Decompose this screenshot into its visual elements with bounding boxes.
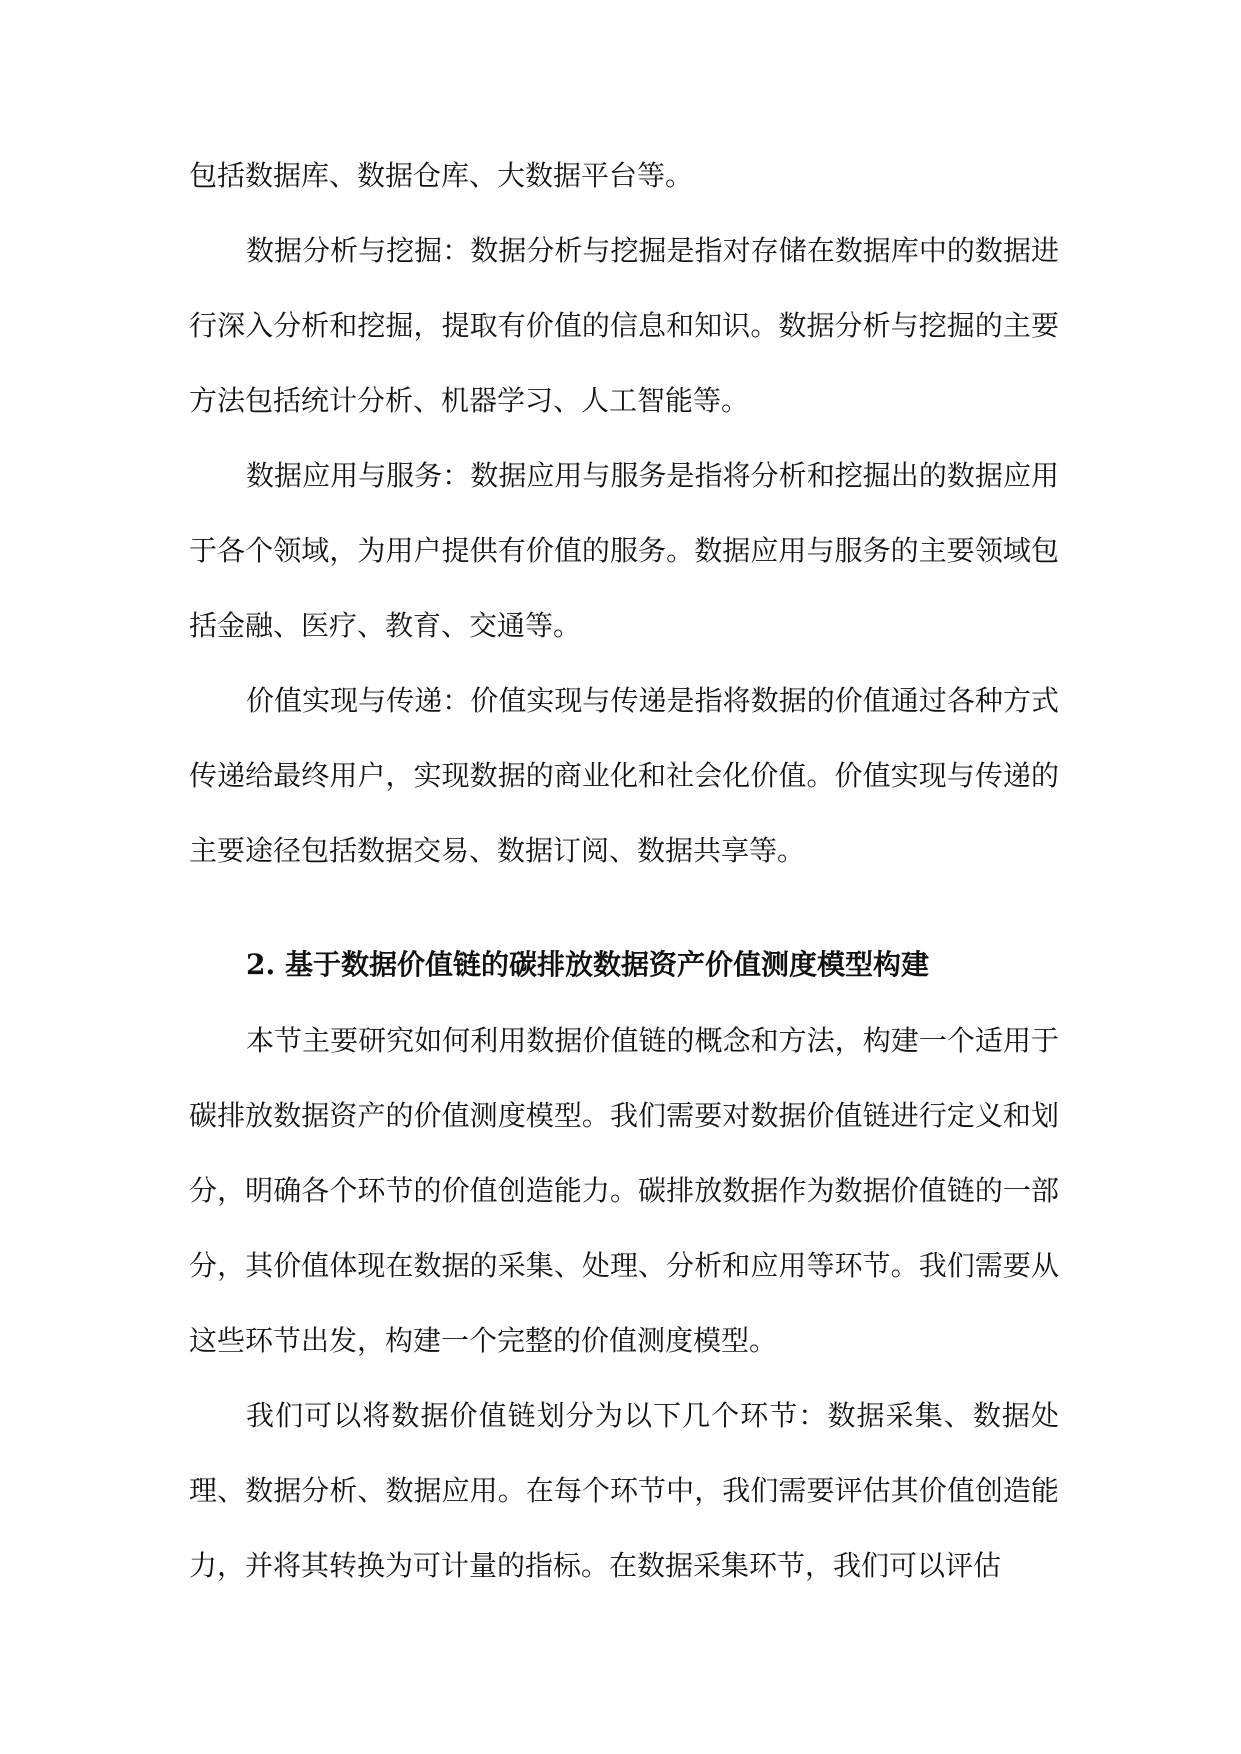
paragraph-data-application-service: 数据应用与服务：数据应用与服务是指将分析和挖掘出的数据应用于各个领域，为用户提供有价值的服务。数据应用与服务的主要领域包括金融、医疗、教育、交通等。 [189, 459, 1059, 642]
paragraph-section-intro: 本节主要研究如何利用数据价值链的概念和方法，构建一个适用于碳排放数据资产的价值测度模型。我们需要对数据价值链进行定义和划分，明确各个环节的价值创造能力。碳排放数据作为数据价值链的一部分，其价值体现在数据的采集、处理、分析和应用等环节。我们需要从这些环节出发，构建一个完整的价值测度模型。 [189, 1024, 1059, 1357]
paragraph-continuation: 包括数据库、数据仓库、大数据平台等。 [189, 159, 694, 192]
paragraph-value-realization: 价值实现与传递：价值实现与传递是指将数据的价值通过各种方式传递给最终用户，实现数据的商业化和社会化价值。价值实现与传递的主要途径包括数据交易、数据订阅、数据共享等。 [189, 684, 1059, 867]
paragraph-data-analysis-mining: 数据分析与挖掘：数据分析与挖掘是指对存储在数据库中的数据进行深入分析和挖掘，提取有价值的信息和知识。数据分析与挖掘的主要方法包括统计分析、机器学习、人工智能等。 [189, 234, 1059, 417]
paragraph-value-chain-stages: 我们可以将数据价值链划分为以下几个环节：数据采集、数据处理、数据分析、数据应用。在每个环节中，我们需要评估其价值创造能力，并将其转换为可计量的指标。在数据采集环节，我们可以评估 [189, 1399, 1059, 1582]
section-heading: 2. 基于数据价值链的碳排放数据资产价值测度模型构建 [246, 948, 929, 981]
